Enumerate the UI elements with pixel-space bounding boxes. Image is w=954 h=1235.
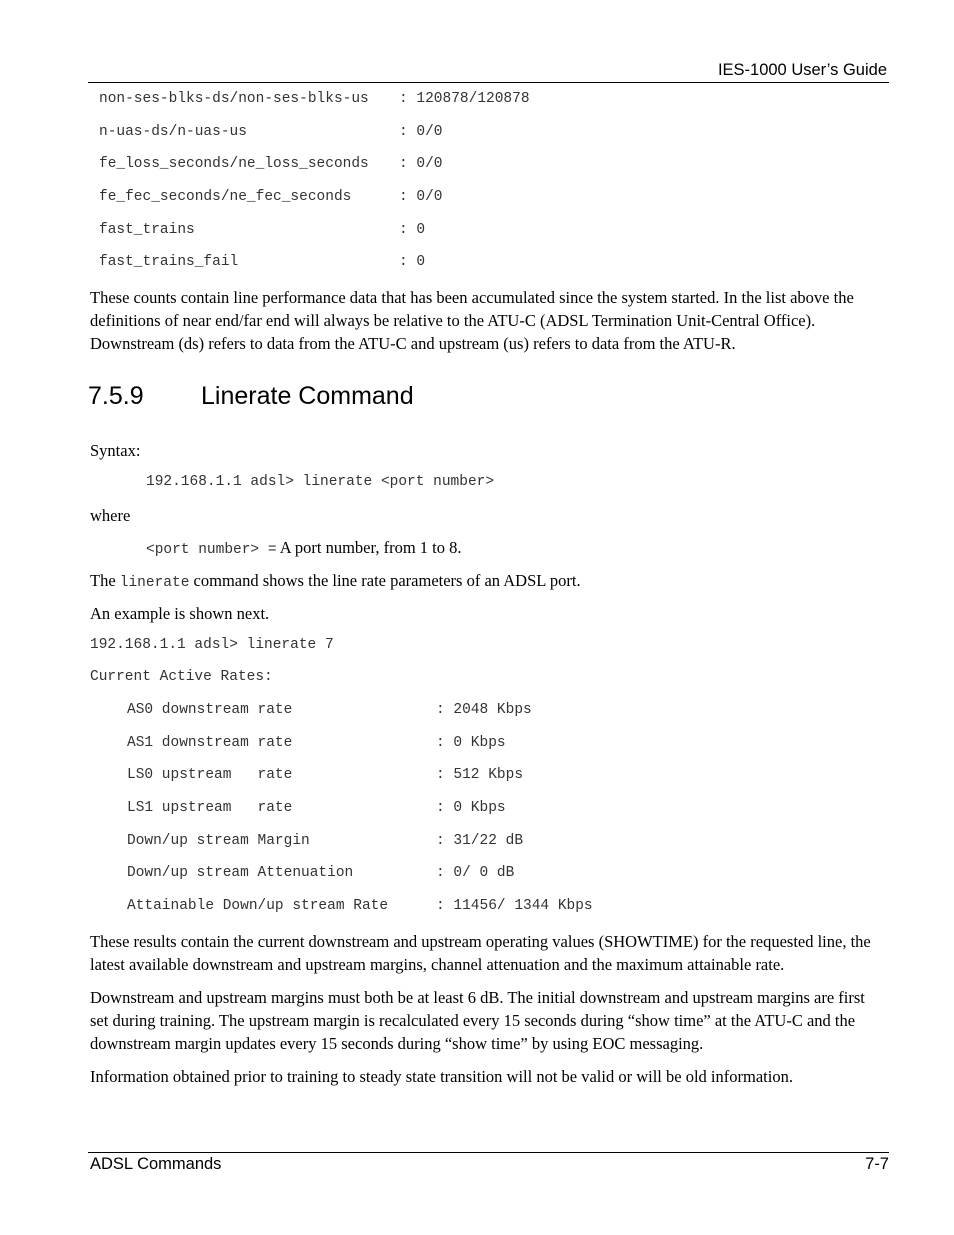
stat-key: non-ses-blks-ds/non-ses-blks-us [99,91,369,107]
header-title: IES-1000 User’s Guide [717,61,887,79]
paragraph-performance-data: These counts contain line performance data that has been accumulated since the system started. In the list above the definitions of near end/far end will always be relative to the ATU-C (ADSL Termination Unit-Central Office). Downstream (ds) refers to data from the ATU-C and upstream (us) refers to data from the ATU-R. [90,288,854,353]
stat-value: : 0/0 [399,189,443,205]
syntax-label: Syntax: [90,441,141,460]
rate-line [127,702,532,718]
stat-value: : 0/0 [399,124,443,140]
stat-line [99,254,425,270]
where-desc: A port number, from 1 to 8. [279,538,462,557]
rate-key: AS0 downstream rate [127,702,293,718]
stat-line [99,189,443,205]
stat-value: : 0 [399,254,426,270]
stat-key: fast_trains_fail [99,254,239,270]
stat-line [99,156,443,172]
desc-pre: The [90,571,120,590]
stat-value: : 120878/120878 [399,91,530,107]
stat-value: : 0/0 [399,156,443,172]
section-title: Linerate Command [201,382,414,410]
stat-key: fe_fec_seconds/ne_fec_seconds [99,189,352,205]
stat-value: : 0 [399,222,426,238]
example-label: An example is shown next. [90,604,270,623]
stat-key: n-uas-ds/n-uas-us [99,124,247,140]
rate-line [127,898,593,914]
paragraph-results: These results contain the current downstream and upstream operating values (SHOWTIME) for the requested line, the latest available downstream and upstream margins, channel attenuation and the maximum attainable rate. [90,932,871,974]
stat-key: fe_loss_seconds/ne_loss_seconds [99,156,369,172]
rate-line [127,833,523,849]
section-heading [88,382,414,411]
where-label: where [90,506,131,525]
rate-key: LS0 upstream rate [127,767,293,783]
rate-key: Down/up stream Margin [127,833,310,849]
current-rates-label: Current Active Rates: [90,669,273,685]
footer-chapter: ADSL Commands [90,1155,222,1173]
rate-key: Down/up stream Attenuation [127,865,354,881]
where-definition [146,538,461,558]
rate-key: Attainable Down/up stream Rate [127,898,389,914]
rate-value: : 0/ 0 dB [436,865,515,881]
stat-line [99,91,530,107]
syntax-command: 192.168.1.1 adsl> linerate <port number> [146,474,495,490]
rate-line [127,767,523,783]
rate-line [127,735,506,751]
rate-key: AS1 downstream rate [127,735,293,751]
paragraph-information: Information obtained prior to training to steady state transition will not be valid or will be old information. [90,1067,793,1086]
command-description [90,571,581,591]
page-header [88,58,889,83]
stat-key: fast_trains [99,222,195,238]
rate-value: : 2048 Kbps [436,702,532,718]
rate-value: : 512 Kbps [436,767,524,783]
desc-post: command shows the line rate parameters of an ADSL port. [189,571,581,590]
where-param: <port number> = [146,542,277,558]
page-footer [88,1152,889,1177]
stat-line [99,222,425,238]
rate-value: : 31/22 dB [436,833,524,849]
rate-value: : 0 Kbps [436,735,506,751]
footer-page-number: 7-7 [865,1155,889,1173]
rate-line [127,800,506,816]
paragraph-margins: Downstream and upstream margins must both be at least 6 dB. The initial downstream and upstream margins are first set during training. The upstream margin is recalculated every 15 seconds during “show time” at the ATU-C and the downstream margin updates every 15 seconds during “show time” by using EOC messaging. [90,988,865,1053]
rate-line [127,865,514,881]
rate-value: : 11456/ 1344 Kbps [436,898,593,914]
desc-command: linerate [119,575,190,591]
rate-value: : 0 Kbps [436,800,506,816]
example-command: 192.168.1.1 adsl> linerate 7 [90,637,334,653]
section-number: 7.5.9 [88,382,144,410]
rate-key: LS1 upstream rate [127,800,293,816]
stat-line [99,124,443,140]
